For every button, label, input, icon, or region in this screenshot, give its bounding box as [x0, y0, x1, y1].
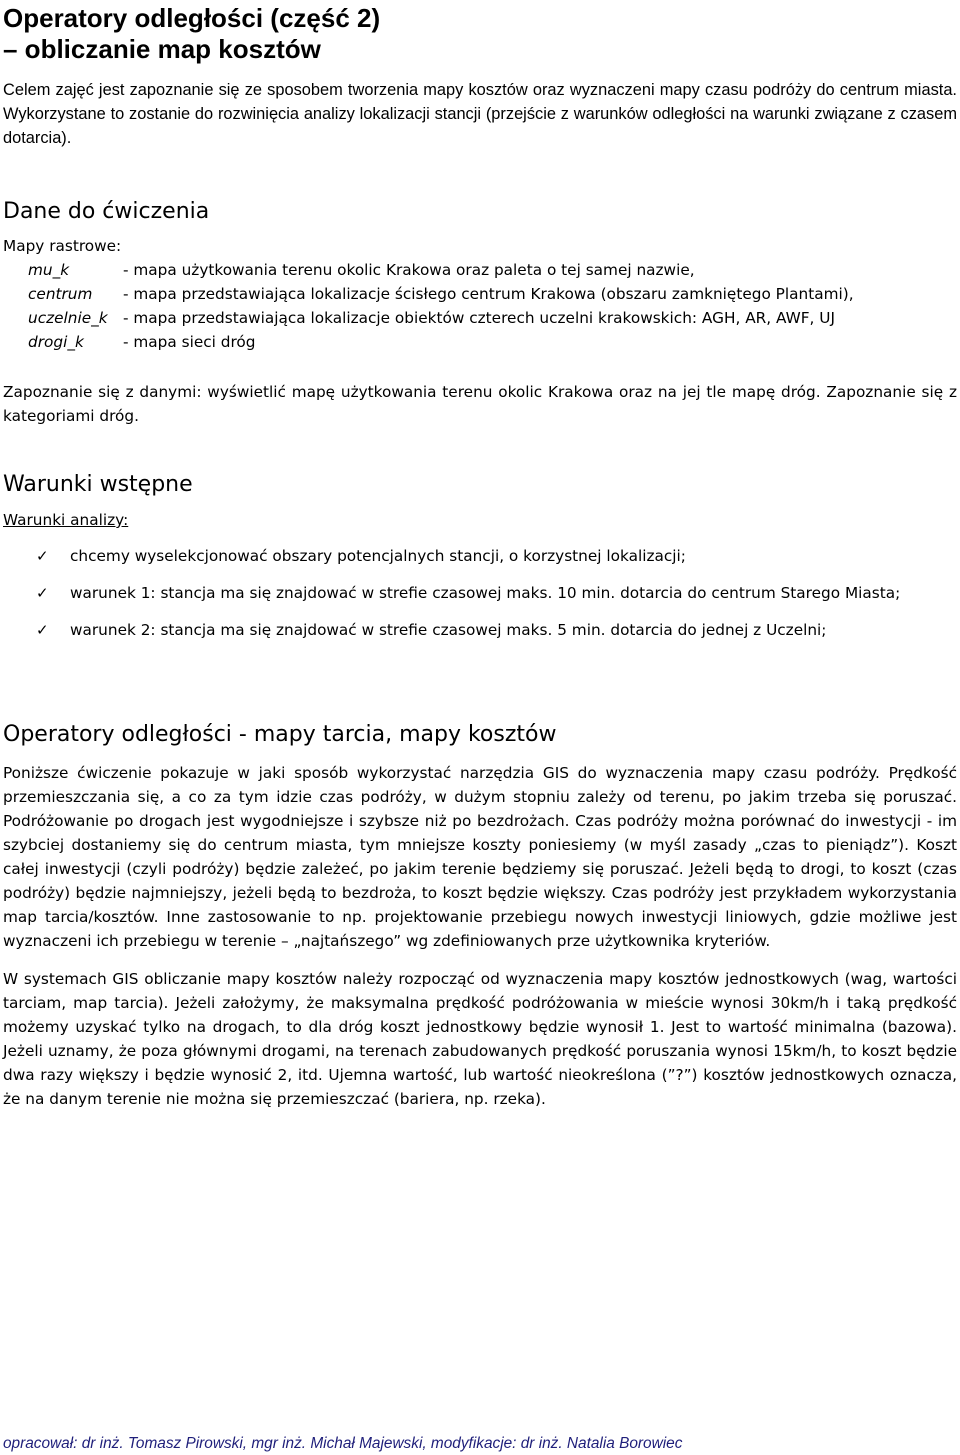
conditions-subheading: Warunki analizy: [3, 511, 129, 529]
document-title [3, 3, 957, 65]
map-name: mu_k [28, 261, 70, 279]
map-desc: - mapa przedstawiająca lokalizacje ścisłego centrum Krakowa (obszaru zamkniętego Plantami), [123, 285, 854, 303]
condition-text: warunek 2: stancja ma się znajdować w strefie czasowej maks. 5 min. dotarcia do jednej z Uczelni; [70, 621, 827, 639]
checkmark-icon: ✓ [36, 584, 49, 602]
document-page [3, 0, 957, 1111]
list-item [3, 581, 957, 605]
heading-operators: Operatory odległości - mapy tarcia, mapy kosztów [3, 722, 557, 747]
map-row [28, 330, 957, 354]
map-row [28, 258, 957, 282]
map-row [28, 306, 957, 330]
condition-text: warunek 1: stancja ma się znajdować w strefie czasowej maks. 10 min. dotarcia do centrum Starego Miasta; [70, 584, 901, 602]
checkmark-icon: ✓ [36, 547, 49, 565]
operators-paragraph-2: W systemach GIS obliczanie mapy kosztów należy rozpocząć od wyznaczenia mapy kosztów jednostkowych (wag, wartości tarciam, map tarcia). Jeżeli założymy, że maksymalna prędkość podróżowania w mieście wynosi 30km/h i taką prędkość możemy uzyskać tylko na drogach, to dla dróg koszt jednostkowy będzie wynosił 1. Jest to wartość minimalna (bazowa). Jeżeli uznamy, że poza głównymi drogami, na terenach zabudowanych prędkość poruszania wynosi 15km/h, to koszt będzie dwa razy większy i będzie wynosić 2, itd. Ujemna wartość, lub wartość nieokreślona (”?”) kosztów jednostkowych oznacza, że na danym terenie nie można się przemieszczać (bariera, np. rzeka). [3, 970, 957, 1108]
list-item [3, 544, 957, 568]
title-line-1: Operatory odległości (część 2) [3, 3, 381, 33]
checkmark-icon: ✓ [36, 621, 49, 639]
heading-conditions: Warunki wstępne [3, 472, 193, 497]
operators-paragraph-1: Poniższe ćwiczenie pokazuje w jaki sposób wykorzystać narzędzia GIS do wyznaczenia mapy czasu podróży. Prędkość przemieszczania się, a co za tym idzie czas podróży, w dużym stopniu zależy od terenu, po jakim trzeba się poruszać. Podróżowanie po drogach jest wygodniejsze i szybsze niż po bezdrożach. Czas podróży można porównać do inwestycji - im szybciej dostaniemy się do centrum miasta, tym mniejsze koszty poniesiemy (w myśl zasady „czas to pieniądz”). Koszt całej inwestycji (czyli podróży) będzie zależeć, po jakim terenie będziemy się poruszać. Jeżeli będą to drogi, to koszt (czas podróży) będzie najmniejszy, jeżeli będą to bezdroża, to koszt będzie większy. Czas podróży jest przykładem wykorzystania map tarcia/kosztów. Inne zastosowanie to np. projektowanie przebiegu nowych inwestycji liniowych, gdzie możliwe jest wyznaczeni ich przebiegu w terenie – „najtańszego” wg zdefiniowanych prze użytkownika kryteriów. [3, 764, 957, 950]
title-line-2: – obliczanie map kosztów [3, 34, 321, 64]
map-name: drogi_k [28, 333, 84, 351]
map-desc: - mapa przedstawiająca lokalizacje obiektów czterech uczelni krakowskich: AGH, AR, AWF, UJ [123, 309, 835, 327]
page-footer: opracował: dr inż. Tomasz Pirowski, mgr inż. Michał Majewski, modyfikacje: dr inż. Natalia Borowiec [3, 1435, 683, 1452]
maps-label: Mapy rastrowe: [3, 237, 122, 255]
conditions-list [3, 544, 957, 642]
map-row [28, 282, 957, 306]
map-desc: - mapa sieci dróg [123, 333, 256, 351]
map-desc: - mapa użytkowania terenu okolic Krakowa oraz paleta o tej samej nazwie, [123, 261, 695, 279]
maps-list [28, 258, 957, 354]
intro-paragraph: Celem zajęć jest zapoznanie się ze sposobem tworzenia mapy kosztów oraz wyznaczeni mapy czasu podróży do centrum miasta. Wykorzystane to zostanie do rozwinięcia analizy lokalizacji stancji (przejście z warunków odległości na warunki związane z czasem dotarcia). [3, 81, 957, 147]
condition-text: chcemy wyselekcjonować obszary potencjalnych stancji, o korzystnej lokalizacji; [70, 547, 686, 565]
map-name: centrum [28, 285, 93, 303]
list-item [3, 618, 957, 642]
data-note: Zapoznanie się z danymi: wyświetlić mapę użytkowania terenu okolic Krakowa oraz na jej tle mapę dróg. Zapoznanie się z kategoriami dróg. [3, 383, 957, 425]
heading-data: Dane do ćwiczenia [3, 199, 210, 224]
map-name: uczelnie_k [28, 309, 108, 327]
